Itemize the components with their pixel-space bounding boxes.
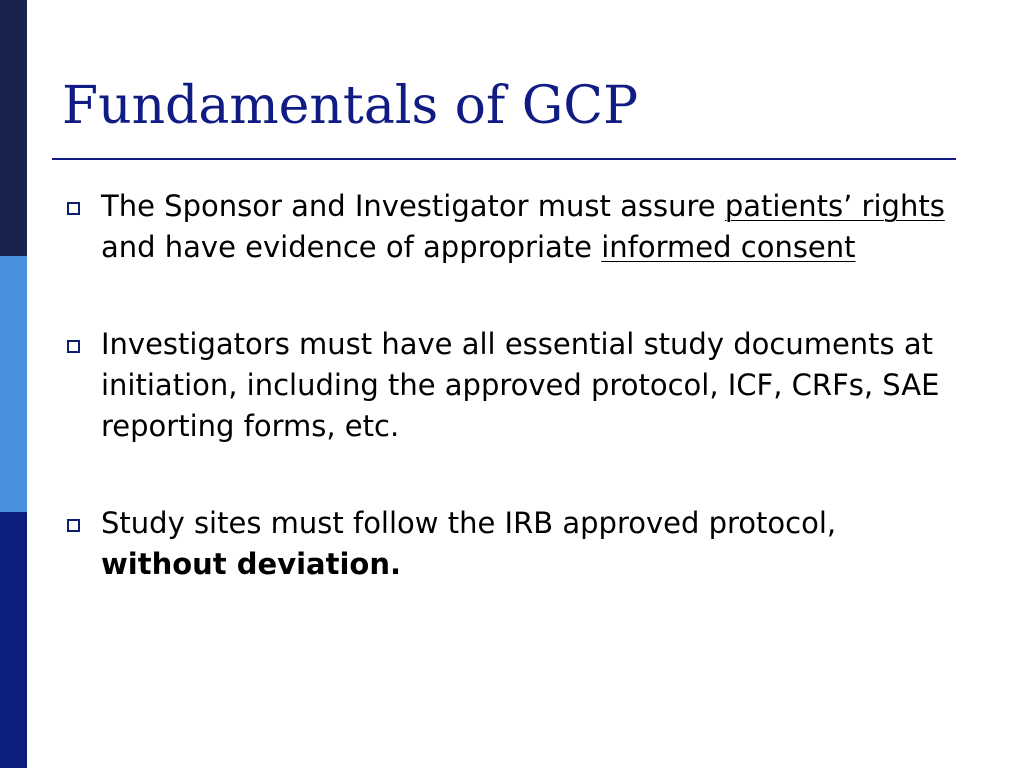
bullet-text <box>101 506 836 581</box>
hollow-square-bullet-icon <box>67 519 80 532</box>
bullet-text-segment: Investigators must have all essential study documents at initiation, including the approved protocol, ICF, CRFs, SAE reporting forms, etc. <box>101 327 940 443</box>
slide-title: Fundamentals of GCP <box>62 76 639 136</box>
title-underline-rule <box>52 158 956 160</box>
hollow-square-bullet-icon <box>67 202 80 215</box>
bullet-text-segment: The Sponsor and Investigator must assure <box>101 189 725 223</box>
bullet-item-2 <box>62 324 962 447</box>
side-bar-top-segment <box>0 0 27 256</box>
patients-rights-text: patients’ rights <box>724 189 945 223</box>
bullet-text <box>101 327 939 443</box>
without-deviation-text: without deviation. <box>101 547 401 581</box>
side-bar-middle-segment <box>0 256 27 512</box>
bullet-item-1 <box>62 186 962 268</box>
side-bar-bottom-segment <box>0 512 27 768</box>
hollow-square-bullet-icon <box>67 340 80 353</box>
bullet-item-3 <box>62 503 962 585</box>
informed-consent-text: informed consent <box>601 230 856 264</box>
bullet-text-segment: and have evidence of appropriate <box>101 230 602 264</box>
bullet-text <box>101 189 945 264</box>
bullet-text-segment: Study sites must follow the IRB approved protocol, <box>101 506 837 540</box>
bullet-list <box>62 186 962 585</box>
